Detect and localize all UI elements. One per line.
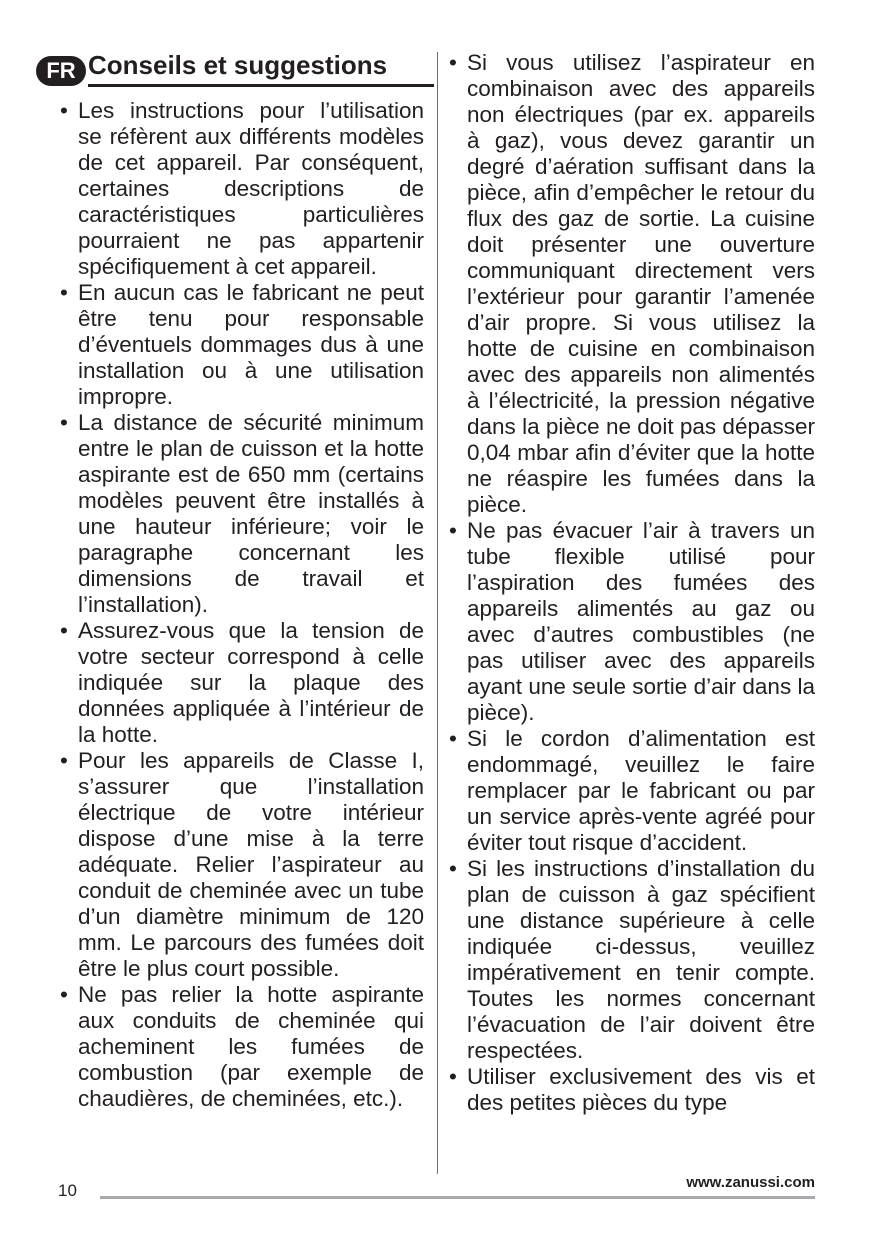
list-item: • En aucun cas le fabricant ne peut être tenu pour responsable d’éventuels dommages dus à une installation ou à une utilisation impropre. (58, 280, 424, 410)
page-title: Conseils et suggestions (88, 50, 388, 80)
list-item: • La distance de sécurité minimum entre le plan de cuisson et la hotte aspirante est de 650 mm (certains modèles peuvent être installés à une hauteur inférieure; voir le paragraphe concernant les dimensions de travail et l’installation). (58, 410, 424, 618)
list-item: • Utiliser exclusivement des vis et des petites pièces du type (447, 1064, 815, 1116)
list-item: • Si vous utilisez l’aspirateur en combinaison avec des appareils non électriques (par ex. appareils à gaz), vous devez garantir un degré d’aération suffisant dans la pièce, afin d’empêcher le retour du flux des gaz de sortie. La cuisine doit présenter une ouverture communiquant directement vers l’extérieur pour garantir l’amenée d’air propre. Si vous utilisez la hotte de cuisine en combinaison avec des appareils non alimentés à l’électricité, la pression négative dans la pièce ne doit pas dépasser 0,04 mbar afin d’éviter que la hotte ne réaspire les fumées dans la pièce. (447, 50, 815, 518)
list-item: • Ne pas relier la hotte aspirante aux conduits de cheminée qui acheminent les fumées de combustion (par exemple de chaudières, de cheminées, etc.). (58, 982, 424, 1112)
left-column (58, 98, 424, 1112)
list-item: • Si le cordon d’alimentation est endommagé, veuillez le faire remplacer par le fabricant ou par un service après-vente agréé pour éviter tout risque d’accident. (447, 726, 815, 856)
column-divider (437, 52, 438, 1174)
list-item: • Ne pas évacuer l’air à travers un tube flexible utilisé pour l’aspiration des fumées des appareils alimentés au gaz ou avec d’autres combustibles (ne pas utiliser avec des appareils ayant une seule sortie d’air dans la pièce). (447, 518, 815, 726)
list-item: • Pour les appareils de Classe I, s’assurer que l’installation électrique de votre intérieur dispose d’une mise à la terre adéquate. Relier l’aspirateur au conduit de cheminée avec un tube d’un diamètre minimum de 120 mm. Le parcours des fumées doit être le plus court possible. (58, 748, 424, 982)
page-number: 10 (58, 1181, 77, 1200)
right-column (447, 50, 815, 1116)
title-underline (88, 84, 434, 87)
language-badge: FR (36, 56, 86, 86)
list-item: • Assurez-vous que la tension de votre secteur correspond à celle indiquée sur la plaque des données appliquée à l’intérieur de la hotte. (58, 618, 424, 748)
list-item: • Les instructions pour l’utilisation se réfèrent aux différents modèles de cet appareil. Par conséquent, certaines descriptions de caractéristiques particulières pourraient ne pas appartenir spécifiquement à cet appareil. (58, 98, 424, 280)
footer-rule (100, 1196, 815, 1199)
list-item: • Si les instructions d’installation du plan de cuisson à gaz spécifient une distance supérieure à celle indiquée ci-dessus, veuillez impérativement en tenir compte. Toutes les normes concernant l’évacuation de l’air doivent être respectées. (447, 856, 815, 1064)
website-link[interactable]: www.zanussi.com (686, 1174, 815, 1191)
